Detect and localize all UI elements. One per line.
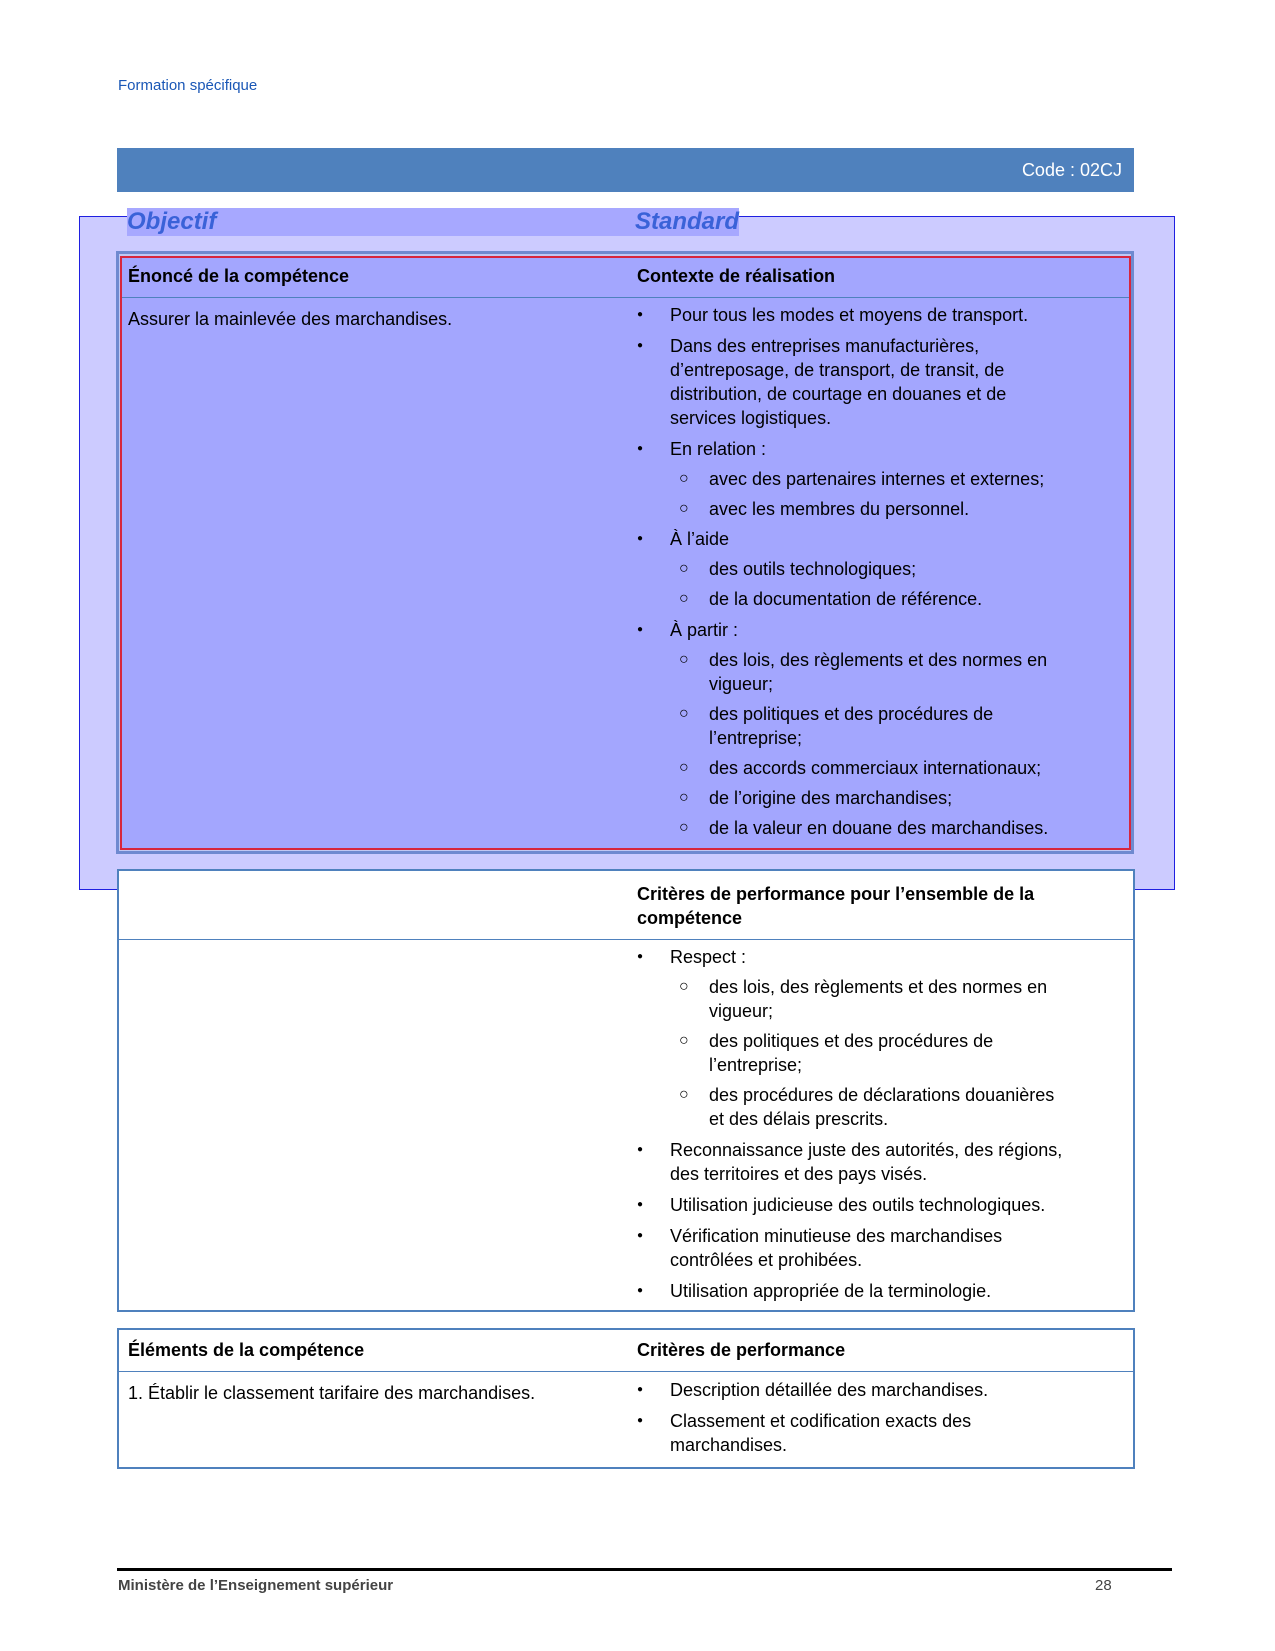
list-item-text: de la documentation de référence. xyxy=(709,589,983,609)
list-item-text: Utilisation appropriée de la terminologie. xyxy=(670,1281,992,1301)
list-item-text: des territoires et des pays visés. xyxy=(670,1164,928,1184)
circle-bullet-icon: ○ xyxy=(679,590,689,607)
list-item-text: de l’origine des marchandises; xyxy=(709,788,953,808)
list-item-text: distribution, de courtage en douanes et de xyxy=(670,384,1007,404)
element-item: 1. Établir le classement tarifaire des marchandises. xyxy=(128,1383,536,1403)
enonce-header: Énoncé de la compétence xyxy=(128,266,350,286)
circle-bullet-icon: ○ xyxy=(679,789,689,806)
bullet-icon: ● xyxy=(637,533,644,544)
list-item-text: des outils technologiques; xyxy=(709,559,917,579)
list-item-text: Utilisation judicieuse des outils technologiques. xyxy=(670,1195,1046,1215)
standard-heading: Standard xyxy=(635,208,740,235)
circle-bullet-icon: ○ xyxy=(679,705,689,722)
bullet-icon: ● xyxy=(637,1199,644,1210)
circle-bullet-icon: ○ xyxy=(679,819,689,836)
circle-bullet-icon: ○ xyxy=(679,560,689,577)
footer-ministry: Ministère de l’Enseignement supérieur xyxy=(118,1577,394,1594)
list-item-text: Classement et codification exacts des xyxy=(670,1411,972,1431)
circle-bullet-icon: ○ xyxy=(679,470,689,487)
list-item-text: avec les membres du personnel. xyxy=(709,499,970,519)
circle-bullet-icon: ○ xyxy=(679,978,689,995)
list-item-text: Respect : xyxy=(670,947,747,967)
list-item-text: des politiques et des procédures de xyxy=(709,704,994,724)
circle-bullet-icon: ○ xyxy=(679,651,689,668)
list-item-text: et des délais prescrits. xyxy=(709,1109,889,1129)
list-item-text: À l’aide xyxy=(670,529,730,549)
list-item-text: d’entreposage, de transport, de transit, de xyxy=(670,360,1005,380)
section-title: Formation spécifique xyxy=(118,77,258,94)
list-item-text: Vérification minutieuse des marchandises xyxy=(670,1226,1003,1246)
objectif-heading: Objectif xyxy=(127,208,637,236)
list-item-text: En relation : xyxy=(670,439,767,459)
list-item-text: des procédures de déclarations douanières xyxy=(709,1085,1055,1105)
circle-bullet-icon: ○ xyxy=(679,1086,689,1103)
list-item-text: Reconnaissance juste des autorités, des régions, xyxy=(670,1140,1063,1160)
circle-bullet-icon: ○ xyxy=(679,500,689,517)
criteria-header: Critères de performance xyxy=(637,1340,846,1360)
bullet-icon: ● xyxy=(637,951,644,962)
bullet-icon: ● xyxy=(637,340,644,351)
bullet-icon: ● xyxy=(637,1230,644,1241)
list-item-text: avec des partenaires internes et externes; xyxy=(709,469,1045,489)
list-item-text: À partir : xyxy=(670,620,739,640)
program-code: Code : 02CJ xyxy=(1021,160,1122,180)
table-divider xyxy=(122,297,1129,298)
bullet-icon: ● xyxy=(637,1285,644,1296)
bullet-icon: ● xyxy=(637,1415,644,1426)
list-item-text: des lois, des règlements et des normes en xyxy=(709,650,1048,670)
list-item-text: Pour tous les modes et moyens de transport. xyxy=(670,305,1029,325)
list-item-text: des lois, des règlements et des normes en xyxy=(709,977,1048,997)
list-item-text: l’entreprise; xyxy=(709,728,803,748)
bullet-icon: ● xyxy=(637,624,644,635)
criteria-overall-header: Critères de performance pour l’ensemble de la compétence xyxy=(637,884,1035,928)
footer-rule xyxy=(117,1568,1172,1571)
list-item-text: des accords commerciaux internationaux; xyxy=(709,758,1042,778)
table-divider xyxy=(119,939,1133,940)
list-item-text: services logistiques. xyxy=(670,408,832,428)
list-item-text: l’entreprise; xyxy=(709,1055,803,1075)
contexte-header: Contexte de réalisation xyxy=(637,266,836,286)
circle-bullet-icon: ○ xyxy=(679,759,689,776)
page-number: 28 xyxy=(1095,1577,1112,1594)
enonce-text: Assurer la mainlevée des marchandises. xyxy=(128,309,453,329)
list-item-text: Dans des entreprises manufacturières, xyxy=(670,336,980,356)
bullet-icon: ● xyxy=(637,443,644,454)
list-item-text: des politiques et des procédures de xyxy=(709,1031,994,1051)
bullet-icon: ● xyxy=(637,1384,644,1395)
circle-bullet-icon: ○ xyxy=(679,1032,689,1049)
bullet-icon: ● xyxy=(637,309,644,320)
list-item-text: contrôlées et prohibées. xyxy=(670,1250,863,1270)
list-item-text: vigueur; xyxy=(709,1001,774,1021)
list-item-text: marchandises. xyxy=(670,1435,788,1455)
bullet-icon: ● xyxy=(637,1144,644,1155)
list-item-text: Description détaillée des marchandises. xyxy=(670,1380,989,1400)
code-bar xyxy=(117,148,1134,192)
elements-header: Éléments de la compétence xyxy=(128,1340,365,1360)
table-divider xyxy=(119,1371,1133,1372)
list-item-text: vigueur; xyxy=(709,674,774,694)
list-item-text: de la valeur en douane des marchandises. xyxy=(709,818,1049,838)
